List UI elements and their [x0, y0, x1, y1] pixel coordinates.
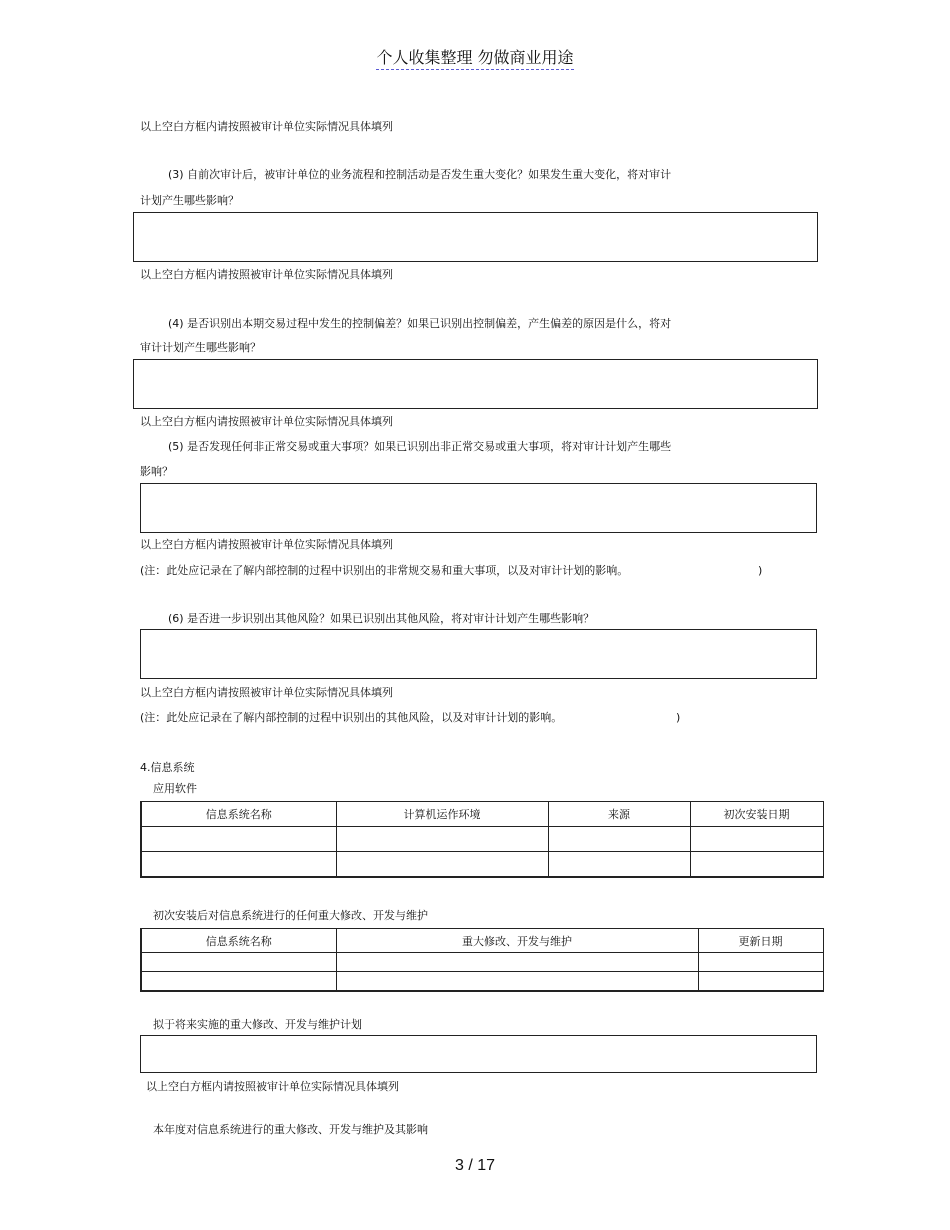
question-3-line1: (3) 自前次审计后，被审计单位的业务流程和控制活动是否发生重大变化？如果发生重大变化，将对审计: [168, 168, 672, 181]
modifications-table: [140, 928, 824, 992]
table-header-cell: 来源: [548, 802, 690, 827]
app-software-table: [140, 801, 824, 878]
table-cell[interactable]: [690, 852, 823, 877]
question-4-line1: (4) 是否识别出本期交易过程中发生的控制偏差？如果已识别出控制偏差，产生偏差的原因是什么，将对: [168, 317, 672, 330]
future-plan-answer-box[interactable]: [140, 1035, 817, 1073]
table-row: [141, 972, 823, 991]
table-header-cell: 信息系统名称: [141, 802, 336, 827]
header-title: 个人收集整理 勿做商业用途: [376, 48, 573, 70]
page-number: 3 / 17: [454, 1157, 496, 1174]
app-software-label: 应用软件: [153, 782, 197, 795]
table-cell[interactable]: [336, 852, 548, 877]
question-5-line2: 影响？: [140, 465, 173, 478]
question-5-answer-box[interactable]: [140, 483, 817, 533]
question-5-note: (注：此处应记录在了解内部控制的过程中识别出的非常规交易和重大事项，以及对审计计划的影响。: [140, 564, 629, 577]
fill-note-4: 以上空白方框内请按照被审计单位实际情况具体填列: [140, 538, 393, 551]
table-header-row: [141, 802, 823, 827]
table-header-row: [141, 929, 823, 953]
question-4-answer-box[interactable]: [133, 359, 818, 409]
table-header-cell: 重大修改、开发与维护: [336, 929, 698, 953]
question-3-line2: 计划产生哪些影响？: [140, 194, 239, 207]
fill-note-6: 以上空白方框内请按照被审计单位实际情况具体填列: [146, 1080, 399, 1093]
fill-note-5: 以上空白方框内请按照被审计单位实际情况具体填列: [140, 686, 393, 699]
table-cell[interactable]: [141, 852, 336, 877]
page-header: [0, 48, 950, 68]
table-row: [141, 953, 823, 972]
question-6-note-end: ): [676, 711, 681, 724]
fill-note-2: 以上空白方框内请按照被审计单位实际情况具体填列: [140, 268, 393, 281]
table-row: [141, 852, 823, 877]
fill-note-1: 以上空白方框内请按照被审计单位实际情况具体填列: [140, 120, 393, 133]
question-4-line2: 审计计划产生哪些影响？: [140, 341, 261, 354]
table-row: [141, 827, 823, 852]
table-header-cell: 信息系统名称: [141, 929, 336, 953]
table-cell[interactable]: [698, 953, 823, 972]
question-3-answer-box[interactable]: [133, 212, 818, 262]
table-cell[interactable]: [548, 852, 690, 877]
table-cell[interactable]: [336, 827, 548, 852]
question-5-line1: (5) 是否发现任何非正常交易或重大事项？如果已识别出非正常交易或重大事项，将对审计计划产生哪些: [168, 440, 672, 453]
this-year-label: 本年度对信息系统进行的重大修改、开发与维护及其影响: [153, 1123, 428, 1136]
question-6-answer-box[interactable]: [140, 629, 817, 679]
table-header-cell: 更新日期: [698, 929, 823, 953]
fill-note-3: 以上空白方框内请按照被审计单位实际情况具体填列: [140, 415, 393, 428]
table-cell[interactable]: [548, 827, 690, 852]
table-header-cell: 初次安装日期: [690, 802, 823, 827]
future-plan-label: 拟于将来实施的重大修改、开发与维护计划: [153, 1018, 362, 1031]
table-cell[interactable]: [141, 827, 336, 852]
question-6-note: (注：此处应记录在了解内部控制的过程中识别出的其他风险，以及对审计计划的影响。: [140, 711, 563, 724]
table-cell[interactable]: [698, 972, 823, 991]
question-5-note-end: ): [758, 564, 763, 577]
section-4-title: 4.信息系统: [140, 761, 195, 774]
table-cell[interactable]: [141, 972, 336, 991]
table-cell[interactable]: [336, 953, 698, 972]
modifications-label: 初次安装后对信息系统进行的任何重大修改、开发与维护: [153, 909, 428, 922]
table-cell[interactable]: [690, 827, 823, 852]
table-cell[interactable]: [336, 972, 698, 991]
table-header-cell: 计算机运作环境: [336, 802, 548, 827]
question-6-line1: (6) 是否进一步识别出其他风险？如果已识别出其他风险，将对审计计划产生哪些影响？: [168, 612, 595, 625]
table-cell[interactable]: [141, 953, 336, 972]
